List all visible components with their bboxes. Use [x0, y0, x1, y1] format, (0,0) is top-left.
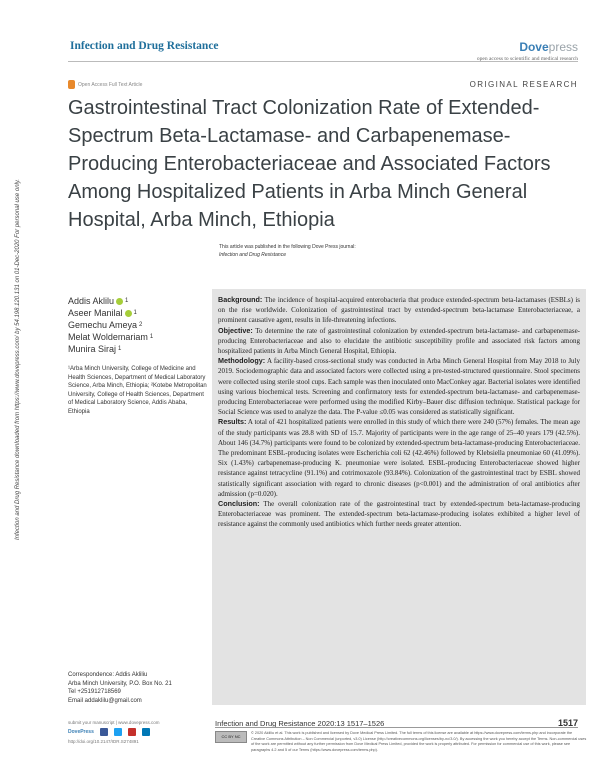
open-access-lock-icon — [68, 80, 75, 89]
orcid-icon[interactable] — [125, 310, 132, 317]
footer-left — [68, 719, 208, 745]
author-name: Gemechu Ameya — [68, 320, 138, 330]
author-name: Melat Woldemariam — [68, 332, 148, 342]
author-affiliation-mark: 1 — [149, 334, 154, 340]
article-type: ORIGINAL RESEARCH — [469, 80, 578, 89]
article-title: Gastrointestinal Tract Colonization Rate of Extended-Spectrum Beta-Lactamase- and Carbapenemase-Producing Enterobacteriaceae and Associated Factors Among Hospitalized Patients in Arba Minch General Hospital, Arba Minch, Ethiopia — [68, 97, 551, 231]
publication-notice — [219, 243, 356, 259]
correspondence-name: Correspondence: Addis Akliliu — [68, 672, 148, 678]
footer-citation: Infection and Drug Resistance 2020:13 1517–1526 — [215, 719, 385, 728]
author-affiliation-mark: 1 — [133, 310, 137, 316]
methodology-text: A facility-based cross-sectional study was conducted in Arba Minch General Hospital from May 2018 to July 2019. Sociodemographic data and associated factors were collected using a pre-tested-structured questionnaire. Stool specimens were collected using sterile stool cups. Each sample was then inoculated onto MacConkey agar. Bacterial isolates were identified using various biochemical tests. Screening and confirmatory tests for extended-spectrum beta-lactamase- and carbapenemase-producing Enterobacteriaceae were performed using the modified Kirby–Bauer disc diffusion technique. Statistical package for Social Science was used to analyze the data. The P-value ≤0.05 was considered as statistically significant. — [218, 357, 580, 417]
facebook-icon[interactable] — [100, 728, 108, 736]
background-label: Background: — [218, 295, 263, 304]
abstract-conclusion — [218, 499, 580, 530]
footer-divider — [215, 727, 578, 728]
correspondence-email[interactable]: Email addaklilu@gmail.com — [68, 697, 142, 704]
abstract-objective — [218, 326, 580, 357]
brand-press: press — [548, 40, 578, 54]
cc-license-icon: CC BY NC — [215, 731, 247, 743]
author-item — [68, 295, 208, 307]
background-text: The incidence of hospital-acquired enterobacteria that produce extended-spectrum beta-lactamases (ESBLs) is on the rise worldwide. Colonization of gastrointestinal tract by extended-spectrum beta-lactamase Enterobacteriaceae, a prominent causative agent, results in life-threatening infections. — [218, 296, 580, 325]
orcid-icon[interactable] — [116, 298, 123, 305]
author-item — [68, 319, 208, 331]
twitter-icon[interactable] — [114, 728, 122, 736]
author-name: Munira Siraj — [68, 344, 117, 354]
license-text: © 2020 Akliliu et al. This work is published and licensed by Dove Medical Press Limited. The full terms of this license are available at https://www.dovepress.com/terms.php and incorporate the Creative Commons Attribution – Non Commercial (unported, v3.0) License (http://creativecommons.org/licenses/by-nc/3.0/). By accessing the work you hereby accept the Terms. Non-commercial uses of the work are permitted without any further permission from Dove Medical Press Limited, provided the work is properly attributed. For permission for commercial use of this work, please see paragraphs 4.2 and 5 of our Terms (https://www.dovepress.com/terms.php). — [251, 731, 587, 752]
brand-main: Dove — [519, 40, 549, 54]
results-label: Results: — [218, 417, 247, 427]
objective-text: To determine the rate of gastrointestinal colonization by extended-spectrum beta-lactamase- and carbapenemase-producing Enterobacteriaceae and also to elucidate the antibiotic susceptibility profile and associated risk factors among hospitalized patients in Arba Minch General Hospital, Ethiopia. — [218, 326, 581, 356]
correspondence-address: Arba Minch University, P.O. Box No. 21 — [68, 680, 172, 687]
journal-name: Infection and Drug Resistance — [70, 40, 219, 52]
brand-tagline: open access to scientific and medical research — [476, 56, 578, 62]
author-affiliation-mark: 1 — [125, 298, 129, 304]
notice-journal: Infection and Drug Resistance — [219, 252, 286, 258]
linkedin-icon[interactable] — [142, 728, 150, 736]
author-item — [68, 343, 208, 355]
author-list — [68, 295, 208, 355]
footer-brand: DovePress — [68, 728, 94, 735]
conclusion-label: Conclusion: — [218, 499, 260, 509]
correspondence — [68, 671, 208, 705]
abstract-results — [218, 417, 580, 499]
abstract-methodology — [218, 356, 580, 417]
open-access-text: Open Access Full Text Article — [78, 81, 143, 88]
dovepress-logo — [477, 40, 578, 54]
affiliations: ¹Arba Minch University, College of Medicine and Health Sciences, Department of Medical Laboratory Science, Arba Minch, Ethiopia; ²Kotebe Metropolitan University, College of Health Sciences, Department of Medical Laboratory Science, Addis Ababa, Ethiopia — [68, 366, 207, 415]
page-number: 1517 — [557, 718, 578, 728]
author-affiliation-mark: 1 — [118, 346, 122, 352]
abstract-box — [212, 289, 586, 705]
publisher-brand — [477, 40, 578, 62]
author-item — [68, 331, 208, 343]
license-block — [215, 731, 587, 753]
abstract-background — [218, 295, 580, 326]
author-affiliation-mark: 2 — [139, 322, 143, 328]
watermark-text: Infection and Drug Resistance downloaded from https://www.dovepress.com/ by 54.198.120.131 on 01-Dec-2020 For personal use only. — [15, 178, 21, 540]
objective-label: Objective: — [218, 325, 253, 335]
submit-link[interactable]: submit your manuscript | www.dovepress.com — [68, 720, 160, 725]
author-item — [68, 307, 208, 319]
results-text: A total of 421 hospitalized patients were enrolled in this study of which there were 240 (57%) females. The mean age of the study participants was 28.8 with SD of 15.7. Majority of participants were in the age range of 25–40 years 179 (42.5%). About 146 (34.7%) participants were found to be colonized by extended-spectrum beta-lactamase-producing Enterobacteriaceae. The predominant ESBL-producing isolates were Escherichia coli 62 (42.46%) followed by Klebsiella pneumoniae 60 (41.09%). Six (1.43%) carbapenemase-producing K. pneumoniae were isolated. ESBL-producing Enterobacteriaceae showed higher resistance against tetracycline (91.1%) and cotrimoxazole (93.84%). Colonization of the gastrointestinal tract by ESBL showed statistically significant association with regard to chronic diseases (p<0.001) and the administration of oral antibiotics after admission (p=0.020). — [218, 418, 580, 498]
author-name: Addis Aklilu — [68, 296, 115, 306]
open-access-label — [68, 80, 142, 89]
methodology-label: Methodology: — [218, 356, 266, 366]
download-watermark — [6, 150, 28, 540]
correspondence-phone: Tel +251912718569 — [68, 689, 121, 695]
header-divider — [68, 61, 578, 62]
author-name: Aseer Manilal — [68, 308, 123, 318]
conclusion-text: The overall colonization rate of the gastrointestinal tract by extended-spectrum beta-lactamase-producing Enterobacteriaceae was prominent. The extended-spectrum beta-lactamase-producing isolates exhibited a higher level of resistance against the commonly used antibiotics which further needs greater attention. — [218, 500, 581, 529]
social-row — [68, 728, 208, 736]
youtube-icon[interactable] — [128, 728, 136, 736]
notice-line1: This article was published in the following Dove Press journal: — [219, 244, 356, 250]
doi-link[interactable]: http://doi.org/10.2147/IDR.S274891 — [68, 739, 139, 744]
